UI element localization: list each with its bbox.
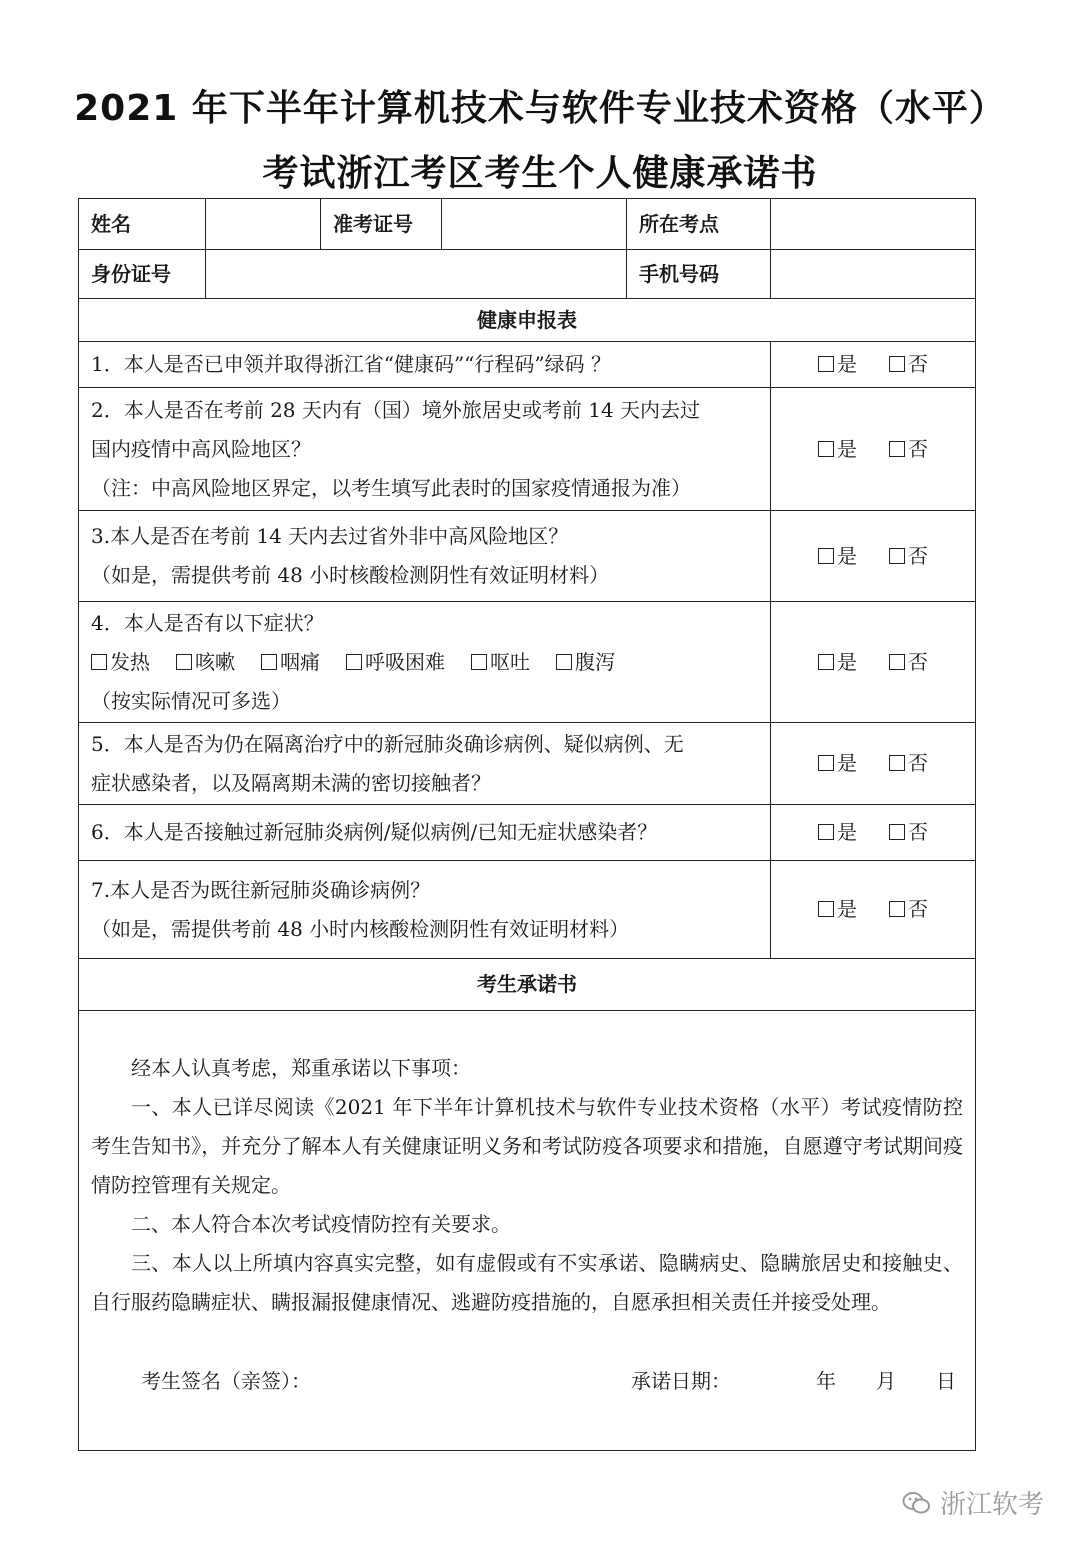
pledge-paragraph: 二、本人符合本次考试疫情防控有关要求。 bbox=[131, 1212, 511, 1236]
health-form-table bbox=[78, 198, 976, 1451]
yes-checkbox[interactable]: 是 bbox=[818, 643, 857, 682]
no-checkbox[interactable]: 否 bbox=[889, 643, 928, 682]
symptom-checkbox-cough[interactable]: 咳嗽 bbox=[176, 643, 235, 682]
no-checkbox[interactable]: 否 bbox=[889, 744, 928, 783]
phone-label: 手机号码 bbox=[627, 250, 771, 299]
name-label: 姓名 bbox=[79, 199, 206, 250]
answer-options bbox=[771, 805, 976, 861]
symptom-checkbox-vomiting[interactable]: 呕吐 bbox=[471, 643, 530, 682]
question-text: 2．本人是否在考前 28 天内有（国）境外旅居史或考前 14 天内去过 国内疫情中高风险地区？ （注：中高风险地区界定，以考生填写此表时的国家疫情通报为准） bbox=[79, 388, 771, 511]
no-checkbox[interactable]: 否 bbox=[889, 813, 928, 852]
symptom-options bbox=[91, 643, 758, 682]
pledge-paragraph: 三、本人以上所填内容真实完整，如有虚假或有不实承诺、隐瞒病史、隐瞒旅居史和接触史、自行服药隐瞒症状、瞒报漏报健康情况、逃避防疫措施的，自愿承担相关责任并接受处理。 bbox=[91, 1251, 963, 1314]
exam-number-field[interactable] bbox=[442, 199, 627, 250]
health-section-title: 健康申报表 bbox=[79, 299, 976, 342]
question-row bbox=[79, 723, 976, 805]
phone-field[interactable] bbox=[771, 250, 976, 299]
id-number-field[interactable] bbox=[206, 250, 627, 299]
date-day: 日 bbox=[936, 1369, 956, 1393]
yes-checkbox[interactable]: 是 bbox=[818, 345, 857, 384]
yes-checkbox[interactable]: 是 bbox=[818, 890, 857, 929]
question-text: 3.本人是否在考前 14 天内去过省外非中高风险地区？ （如是，需提供考前 48 小时核酸检测阴性有效证明材料） bbox=[79, 511, 771, 602]
pledge-section-title: 考生承诺书 bbox=[79, 959, 976, 1011]
page-subtitle: 考试浙江考区考生个人健康承诺书 bbox=[262, 153, 818, 194]
no-checkbox[interactable]: 否 bbox=[889, 430, 928, 469]
name-field[interactable] bbox=[206, 199, 321, 250]
yes-checkbox[interactable]: 是 bbox=[818, 744, 857, 783]
watermark bbox=[902, 1484, 1044, 1521]
signature-row bbox=[91, 1362, 963, 1412]
answer-options bbox=[771, 388, 976, 511]
yes-checkbox[interactable]: 是 bbox=[818, 537, 857, 576]
question-row bbox=[79, 511, 976, 602]
yes-checkbox[interactable]: 是 bbox=[818, 430, 857, 469]
answer-options bbox=[771, 723, 976, 805]
date-label: 承诺日期： bbox=[631, 1369, 731, 1393]
id-number-label: 身份证号 bbox=[79, 250, 206, 299]
exam-site-field[interactable] bbox=[771, 199, 976, 250]
question-row bbox=[79, 602, 976, 723]
question-text: 6．本人是否接触过新冠肺炎病例/疑似病例/已知无症状感染者？ bbox=[79, 805, 771, 861]
question-text: 7.本人是否为既往新冠肺炎确诊病例？ （如是，需提供考前 48 小时内核酸检测阴性有效证明材料） bbox=[79, 861, 771, 959]
question-row bbox=[79, 805, 976, 861]
symptom-checkbox-diarrhea[interactable]: 腹泻 bbox=[556, 643, 615, 682]
question-row bbox=[79, 388, 976, 511]
question-row bbox=[79, 861, 976, 959]
pledge-paragraph: 经本人认真考虑，郑重承诺以下事项： bbox=[131, 1056, 471, 1080]
yes-checkbox[interactable]: 是 bbox=[818, 813, 857, 852]
question-row bbox=[79, 342, 976, 388]
date-year: 年 bbox=[816, 1369, 836, 1393]
answer-options bbox=[771, 342, 976, 388]
answer-options bbox=[771, 861, 976, 959]
pledge-body bbox=[79, 1011, 976, 1451]
symptom-checkbox-fever[interactable]: 发热 bbox=[91, 643, 150, 682]
no-checkbox[interactable]: 否 bbox=[889, 345, 928, 384]
answer-options bbox=[771, 602, 976, 723]
question-text: 4．本人是否有以下症状？ 发热 咳嗽 咽痛 呼吸困难 呕吐 腹泻 （按实际情况可多选） bbox=[79, 602, 771, 723]
symptom-checkbox-dyspnea[interactable]: 呼吸困难 bbox=[346, 643, 445, 682]
no-checkbox[interactable]: 否 bbox=[889, 537, 928, 576]
no-checkbox[interactable]: 否 bbox=[889, 890, 928, 929]
question-text: 5．本人是否为仍在隔离治疗中的新冠肺炎确诊病例、疑似病例、无 症状感染者，以及隔离期未满的密切接触者？ bbox=[79, 723, 771, 805]
date-fields[interactable] bbox=[816, 1362, 956, 1401]
question-text: 1．本人是否已申领并取得浙江省“健康码”“行程码”绿码 ？ bbox=[79, 342, 771, 388]
pledge-paragraph: 一、本人已详尽阅读《2021 年下半年计算机技术与软件专业技术资格（水平）考试疫情防控考生告知书》，并充分了解本人有关健康证明义务和考试防疫各项要求和措施，自愿遵守考试期间疫情防控管理有关规定。 bbox=[91, 1095, 963, 1197]
date-month: 月 bbox=[876, 1369, 896, 1393]
signature-label: 考生签名（亲签）： bbox=[141, 1369, 311, 1393]
answer-options bbox=[771, 511, 976, 602]
page-title: 2021 年下半年计算机技术与软件专业技术资格（水平） bbox=[74, 88, 1006, 129]
exam-site-label: 所在考点 bbox=[627, 199, 771, 250]
watermark-text: 浙江软考 bbox=[939, 1490, 1044, 1520]
wechat-icon bbox=[902, 1491, 932, 1515]
symptom-checkbox-sore-throat[interactable]: 咽痛 bbox=[261, 643, 320, 682]
exam-number-label: 准考证号 bbox=[321, 199, 442, 250]
